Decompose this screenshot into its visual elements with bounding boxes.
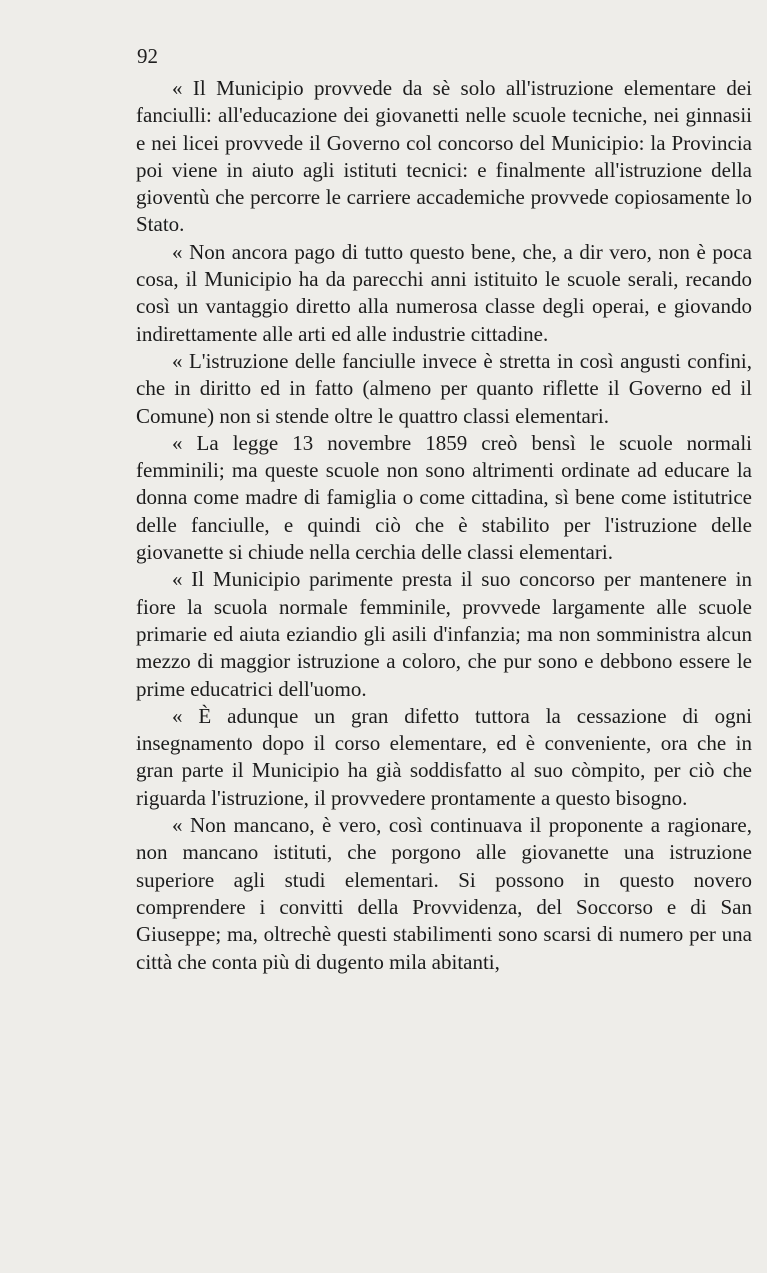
paragraph: « Non mancano, è vero, così continuava il proponente a ragionare, non mancano istituti, che porgono alle giovanette una istruzione superiore agli studi elementari. Si possono in questo novero comprendere i convitti della Provvidenza, del Soccorso e di San Giuseppe; ma, oltrechè questi stabilimenti sono scarsi di numero per una città che conta più di dugento mila abitanti, <box>136 813 752 974</box>
paragraph: « Il Municipio provvede da sè solo all'istruzione elementare dei fanciulli: all'educazione dei giovanetti nelle scuole tecniche, nei ginnasii e nei licei provvede il Governo col concorso del Municipio: la Provincia poi viene in aiuto agli istituti tecnici: e finalmente all'istruzione della gioventù che percorre le carriere accademiche provvede copiosamente lo Stato. <box>136 76 752 237</box>
paragraph: « L'istruzione delle fanciulle invece è stretta in così angusti confini, che in diritto ed in fatto (almeno per quanto riflette il Governo ed il Comune) non si stende oltre le quattro classi elementari. <box>136 348 752 428</box>
paragraph: « È adunque un gran difetto tuttora la cessazione di ogni insegnamento dopo il corso elementare, ed è conveniente, ora che in gran parte il Municipio ha già soddisfatto al suo còmpito, per ciò che riguarda l'istruzione, il provvedere prontamente a questo bisogno. <box>136 703 752 810</box>
body-text <box>136 75 752 976</box>
paragraph: « Non ancora pago di tutto questo bene, che, a dir vero, non è poca cosa, il Municipio ha da parecchi anni istituito le scuole serali, recando così un vantaggio diretto alla numerosa classe degli operai, e giovando indirettamente alle arti ed alle industrie cittadine. <box>136 239 752 346</box>
page-number: 92 <box>137 44 158 68</box>
paragraph: « Il Municipio parimente presta il suo concorso per mantenere in fiore la scuola normale femminile, provvede largamente alle scuole primarie ed aiuta eziandio gli asili d'infanzia; ma non somministra alcun mezzo di maggior istruzione a coloro, che pur sono e debbono essere le prime educatrici dell'uomo. <box>136 567 752 701</box>
paragraph: « La legge 13 novembre 1859 creò bensì le scuole normali femminili; ma queste scuole non sono altrimenti ordinate ad educare la donna come madre di famiglia o come cittadina, sì bene come istitutrice delle fanciulle, e quindi ciò che è stabilito per l'istruzione delle giovanette si chiude nella cerchia delle classi elementari. <box>136 430 752 565</box>
